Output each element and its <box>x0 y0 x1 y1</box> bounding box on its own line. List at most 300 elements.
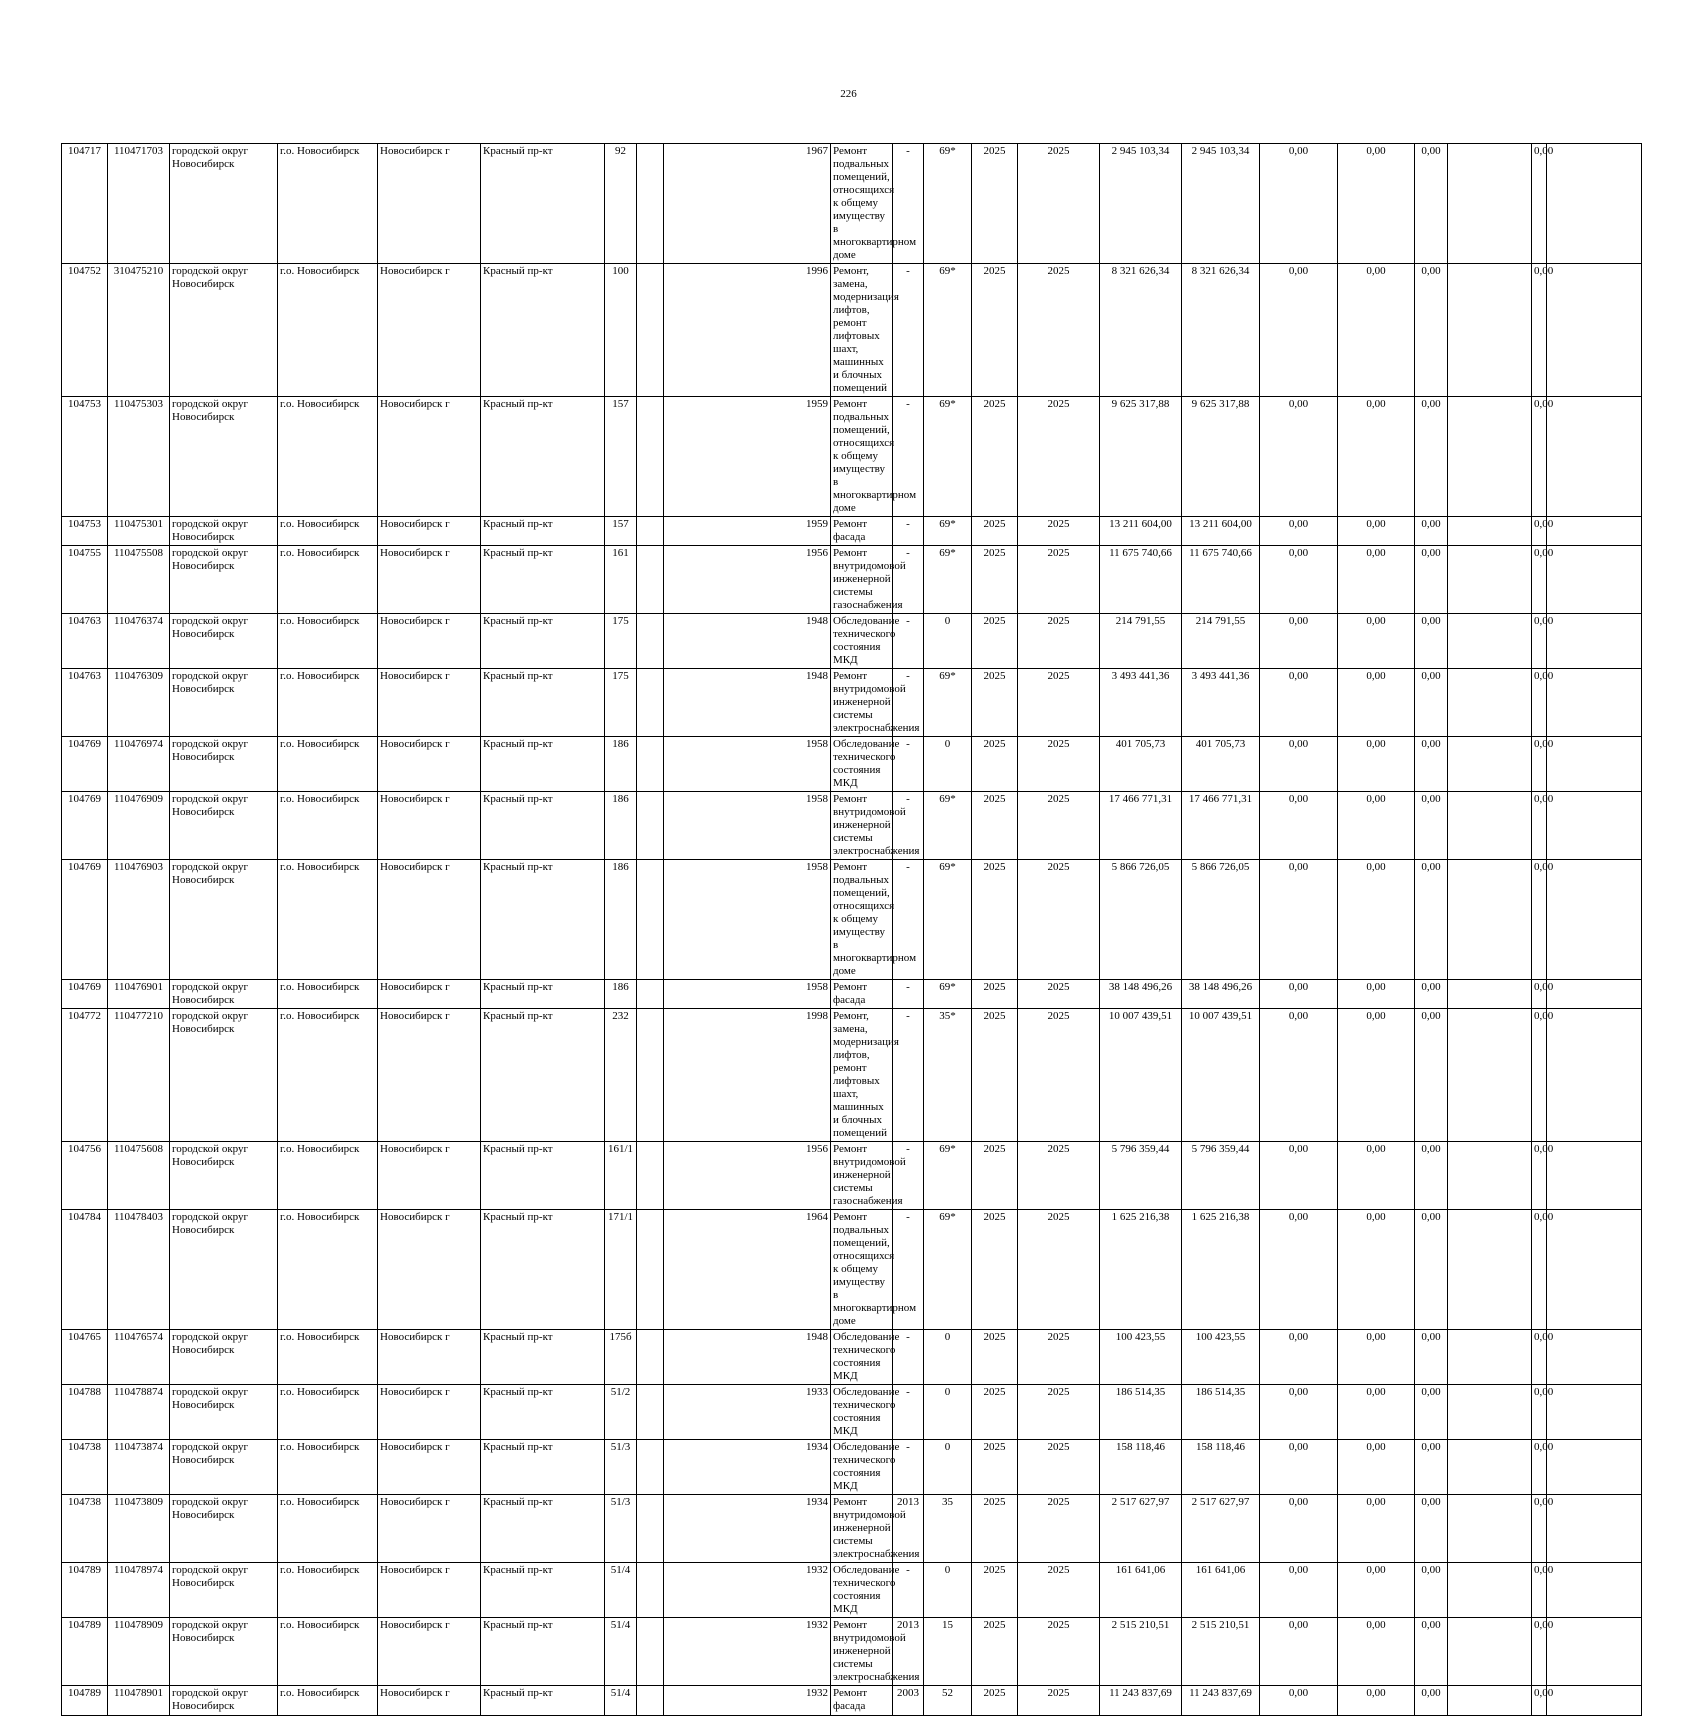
wear-cell: 52 <box>924 1686 972 1716</box>
budget-5-cell: 0,00 <box>1532 517 1547 546</box>
cost-fund-cell: 38 148 496,26 <box>1182 980 1260 1009</box>
table-row <box>62 860 1642 980</box>
plan-from-cell: 2025 <box>972 1563 1018 1618</box>
code-cell: 104772 <box>62 1009 108 1142</box>
house-cell: 51/2 <box>605 1385 637 1440</box>
house-cell: 51/4 <box>605 1618 637 1686</box>
plan-from-cell: 2025 <box>972 980 1018 1009</box>
locality-cell: Новосибирск г <box>378 1009 481 1142</box>
work-type-cell: Ремонт внутридомовой инженерной системы электроснабжения <box>831 792 893 860</box>
budget-4-cell <box>1448 1563 1532 1618</box>
budget-2-cell: 0,00 <box>1338 1563 1415 1618</box>
locality-cell: Новосибирск г <box>378 980 481 1009</box>
plan-to-cell: 2025 <box>1018 397 1100 517</box>
budget-1-cell: 0,00 <box>1260 669 1338 737</box>
locality-cell: Новосибирск г <box>378 264 481 397</box>
building-cell <box>637 397 664 517</box>
house-cell: 175 <box>605 614 637 669</box>
house-cell: 92 <box>605 144 637 264</box>
last-overhaul-cell: - <box>893 737 924 792</box>
locality-cell: Новосибирск г <box>378 1495 481 1563</box>
building-cell <box>637 1563 664 1618</box>
plan-to-cell: 2025 <box>1018 669 1100 737</box>
code-cell: 104789 <box>62 1686 108 1716</box>
budget-5-cell: 0,00 <box>1532 737 1547 792</box>
municipality-cell: г.о. Новосибирск <box>278 737 378 792</box>
budget-5-cell: 0,00 <box>1532 792 1547 860</box>
budget-1-cell: 0,00 <box>1260 614 1338 669</box>
district-cell: городской округ Новосибирск <box>170 1440 278 1495</box>
budget-5-cell: 0,00 <box>1532 1142 1547 1210</box>
last-overhaul-cell: - <box>893 1330 924 1385</box>
budget-1-cell: 0,00 <box>1260 1440 1338 1495</box>
budget-1-cell: 0,00 <box>1260 546 1338 614</box>
id-cell: 110476909 <box>108 792 170 860</box>
budget-4-cell <box>1448 737 1532 792</box>
id-cell: 110475508 <box>108 546 170 614</box>
wear-cell: 69* <box>924 144 972 264</box>
budget-1-cell: 0,00 <box>1260 980 1338 1009</box>
street-cell: Красный пр-кт <box>481 546 605 614</box>
locality-cell: Новосибирск г <box>378 792 481 860</box>
building-cell <box>637 614 664 669</box>
budget-4-cell <box>1448 517 1532 546</box>
district-cell: городской округ Новосибирск <box>170 669 278 737</box>
street-cell: Красный пр-кт <box>481 1618 605 1686</box>
table-row <box>62 1440 1642 1495</box>
budget-3-cell: 0,00 <box>1415 860 1448 980</box>
code-cell: 104763 <box>62 669 108 737</box>
cost-fund-cell: 3 493 441,36 <box>1182 669 1260 737</box>
cost-total-cell: 3 493 441,36 <box>1100 669 1182 737</box>
district-cell: городской округ Новосибирск <box>170 1330 278 1385</box>
last-overhaul-cell: - <box>893 264 924 397</box>
budget-2-cell: 0,00 <box>1338 517 1415 546</box>
table-row <box>62 1385 1642 1440</box>
year-built-cell: 1959 <box>664 397 831 517</box>
budget-4-cell <box>1448 860 1532 980</box>
table-row <box>62 397 1642 517</box>
plan-from-cell: 2025 <box>972 1385 1018 1440</box>
cost-fund-cell: 5 866 726,05 <box>1182 860 1260 980</box>
budget-2-cell: 0,00 <box>1338 1009 1415 1142</box>
extra-cell <box>1547 1009 1642 1142</box>
code-cell: 104755 <box>62 546 108 614</box>
budget-5-cell: 0,00 <box>1532 1330 1547 1385</box>
year-built-cell: 1998 <box>664 1009 831 1142</box>
locality-cell: Новосибирск г <box>378 1618 481 1686</box>
municipality-cell: г.о. Новосибирск <box>278 1440 378 1495</box>
wear-cell: 69* <box>924 264 972 397</box>
wear-cell: 69* <box>924 980 972 1009</box>
municipality-cell: г.о. Новосибирск <box>278 1385 378 1440</box>
house-cell: 175б <box>605 1330 637 1385</box>
municipality-cell: г.о. Новосибирск <box>278 144 378 264</box>
street-cell: Красный пр-кт <box>481 1440 605 1495</box>
district-cell: городской округ Новосибирск <box>170 546 278 614</box>
budget-5-cell: 0,00 <box>1532 614 1547 669</box>
budget-4-cell <box>1448 669 1532 737</box>
extra-cell <box>1547 144 1642 264</box>
budget-2-cell: 0,00 <box>1338 1142 1415 1210</box>
table-body <box>62 144 1642 1716</box>
table-row <box>62 546 1642 614</box>
id-cell: 110478874 <box>108 1385 170 1440</box>
plan-from-cell: 2025 <box>972 546 1018 614</box>
id-cell: 110473874 <box>108 1440 170 1495</box>
id-cell: 110476974 <box>108 737 170 792</box>
building-cell <box>637 860 664 980</box>
locality-cell: Новосибирск г <box>378 546 481 614</box>
work-type-cell: Ремонт внутридомовой инженерной системы газоснабжения <box>831 546 893 614</box>
building-cell <box>637 669 664 737</box>
work-type-cell: Ремонт подвальных помещений, относящихся к общему имуществу в многоквартирном доме <box>831 1210 893 1330</box>
budget-2-cell: 0,00 <box>1338 144 1415 264</box>
last-overhaul-cell: - <box>893 144 924 264</box>
year-built-cell: 1996 <box>664 264 831 397</box>
table-row <box>62 1686 1642 1716</box>
extra-cell <box>1547 1495 1642 1563</box>
district-cell: городской округ Новосибирск <box>170 397 278 517</box>
plan-from-cell: 2025 <box>972 792 1018 860</box>
extra-cell <box>1547 737 1642 792</box>
budget-5-cell: 0,00 <box>1532 1385 1547 1440</box>
locality-cell: Новосибирск г <box>378 1210 481 1330</box>
work-type-cell: Обследование технического состояния МКД <box>831 1385 893 1440</box>
house-cell: 186 <box>605 792 637 860</box>
year-built-cell: 1964 <box>664 1210 831 1330</box>
cost-total-cell: 2 945 103,34 <box>1100 144 1182 264</box>
plan-to-cell: 2025 <box>1018 1330 1100 1385</box>
cost-fund-cell: 161 641,06 <box>1182 1563 1260 1618</box>
house-cell: 51/3 <box>605 1440 637 1495</box>
budget-5-cell: 0,00 <box>1532 1440 1547 1495</box>
table-row <box>62 669 1642 737</box>
code-cell: 104756 <box>62 1142 108 1210</box>
budget-5-cell: 0,00 <box>1532 1618 1547 1686</box>
table-row <box>62 144 1642 264</box>
budget-1-cell: 0,00 <box>1260 1330 1338 1385</box>
table-row <box>62 1009 1642 1142</box>
wear-cell: 69* <box>924 860 972 980</box>
house-cell: 51/4 <box>605 1686 637 1716</box>
municipality-cell: г.о. Новосибирск <box>278 1210 378 1330</box>
last-overhaul-cell: 2013 <box>893 1495 924 1563</box>
locality-cell: Новосибирск г <box>378 1563 481 1618</box>
budget-3-cell: 0,00 <box>1415 397 1448 517</box>
last-overhaul-cell: - <box>893 517 924 546</box>
budget-3-cell: 0,00 <box>1415 792 1448 860</box>
work-type-cell: Ремонт фасада <box>831 1686 893 1716</box>
wear-cell: 0 <box>924 1563 972 1618</box>
building-cell <box>637 1210 664 1330</box>
code-cell: 104753 <box>62 397 108 517</box>
plan-to-cell: 2025 <box>1018 1009 1100 1142</box>
district-cell: городской округ Новосибирск <box>170 614 278 669</box>
work-type-cell: Ремонт, замена, модернизация лифтов, ремонт лифтовых шахт, машинных и блочных помещений <box>831 1009 893 1142</box>
building-cell <box>637 1618 664 1686</box>
plan-to-cell: 2025 <box>1018 517 1100 546</box>
wear-cell: 0 <box>924 614 972 669</box>
cost-total-cell: 5 796 359,44 <box>1100 1142 1182 1210</box>
budget-4-cell <box>1448 397 1532 517</box>
budget-2-cell: 0,00 <box>1338 1330 1415 1385</box>
street-cell: Красный пр-кт <box>481 1142 605 1210</box>
id-cell: 110478909 <box>108 1618 170 1686</box>
budget-3-cell: 0,00 <box>1415 264 1448 397</box>
wear-cell: 0 <box>924 1330 972 1385</box>
budget-4-cell <box>1448 1440 1532 1495</box>
building-cell <box>637 792 664 860</box>
id-cell: 110478974 <box>108 1563 170 1618</box>
building-cell <box>637 546 664 614</box>
year-built-cell: 1934 <box>664 1495 831 1563</box>
municipality-cell: г.о. Новосибирск <box>278 980 378 1009</box>
wear-cell: 69* <box>924 517 972 546</box>
budget-3-cell: 0,00 <box>1415 517 1448 546</box>
table-row <box>62 517 1642 546</box>
plan-from-cell: 2025 <box>972 1210 1018 1330</box>
table-row <box>62 1563 1642 1618</box>
house-cell: 51/3 <box>605 1495 637 1563</box>
budget-2-cell: 0,00 <box>1338 737 1415 792</box>
budget-4-cell <box>1448 980 1532 1009</box>
last-overhaul-cell: 2003 <box>893 1686 924 1716</box>
code-cell: 104789 <box>62 1618 108 1686</box>
id-cell: 110475608 <box>108 1142 170 1210</box>
district-cell: городской округ Новосибирск <box>170 980 278 1009</box>
district-cell: городской округ Новосибирск <box>170 860 278 980</box>
cost-fund-cell: 2 515 210,51 <box>1182 1618 1260 1686</box>
wear-cell: 0 <box>924 1385 972 1440</box>
locality-cell: Новосибирск г <box>378 614 481 669</box>
budget-1-cell: 0,00 <box>1260 792 1338 860</box>
municipality-cell: г.о. Новосибирск <box>278 1009 378 1142</box>
budget-3-cell: 0,00 <box>1415 614 1448 669</box>
district-cell: городской округ Новосибирск <box>170 1142 278 1210</box>
table-row <box>62 1495 1642 1563</box>
year-built-cell: 1958 <box>664 792 831 860</box>
extra-cell <box>1547 517 1642 546</box>
budget-2-cell: 0,00 <box>1338 860 1415 980</box>
street-cell: Красный пр-кт <box>481 792 605 860</box>
municipality-cell: г.о. Новосибирск <box>278 1495 378 1563</box>
extra-cell <box>1547 1142 1642 1210</box>
district-cell: городской округ Новосибирск <box>170 1009 278 1142</box>
house-cell: 186 <box>605 737 637 792</box>
street-cell: Красный пр-кт <box>481 264 605 397</box>
last-overhaul-cell: - <box>893 1385 924 1440</box>
budget-1-cell: 0,00 <box>1260 1385 1338 1440</box>
year-built-cell: 1933 <box>664 1385 831 1440</box>
id-cell: 110476901 <box>108 980 170 1009</box>
district-cell: городской округ Новосибирск <box>170 737 278 792</box>
year-built-cell: 1948 <box>664 1330 831 1385</box>
budget-5-cell: 0,00 <box>1532 144 1547 264</box>
plan-from-cell: 2025 <box>972 264 1018 397</box>
id-cell: 310475210 <box>108 264 170 397</box>
work-type-cell: Обследование технического состояния МКД <box>831 1440 893 1495</box>
budget-2-cell: 0,00 <box>1338 1385 1415 1440</box>
plan-to-cell: 2025 <box>1018 1563 1100 1618</box>
cost-fund-cell: 11 675 740,66 <box>1182 546 1260 614</box>
budget-2-cell: 0,00 <box>1338 1618 1415 1686</box>
extra-cell <box>1547 397 1642 517</box>
house-cell: 51/4 <box>605 1563 637 1618</box>
municipality-cell: г.о. Новосибирск <box>278 792 378 860</box>
cost-total-cell: 2 515 210,51 <box>1100 1618 1182 1686</box>
id-cell: 110476374 <box>108 614 170 669</box>
code-cell: 104784 <box>62 1210 108 1330</box>
year-built-cell: 1958 <box>664 980 831 1009</box>
building-cell <box>637 264 664 397</box>
budget-1-cell: 0,00 <box>1260 1618 1338 1686</box>
municipality-cell: г.о. Новосибирск <box>278 1563 378 1618</box>
cost-total-cell: 8 321 626,34 <box>1100 264 1182 397</box>
building-cell <box>637 1142 664 1210</box>
budget-5-cell: 0,00 <box>1532 264 1547 397</box>
budget-5-cell: 0,00 <box>1532 1563 1547 1618</box>
code-cell: 104769 <box>62 980 108 1009</box>
budget-1-cell: 0,00 <box>1260 517 1338 546</box>
code-cell: 104738 <box>62 1495 108 1563</box>
street-cell: Красный пр-кт <box>481 1330 605 1385</box>
wear-cell: 0 <box>924 737 972 792</box>
municipality-cell: г.о. Новосибирск <box>278 264 378 397</box>
cost-total-cell: 11 675 740,66 <box>1100 546 1182 614</box>
plan-to-cell: 2025 <box>1018 614 1100 669</box>
locality-cell: Новосибирск г <box>378 669 481 737</box>
district-cell: городской округ Новосибирск <box>170 1385 278 1440</box>
year-built-cell: 1956 <box>664 546 831 614</box>
budget-5-cell: 0,00 <box>1532 980 1547 1009</box>
cost-total-cell: 161 641,06 <box>1100 1563 1182 1618</box>
last-overhaul-cell: - <box>893 792 924 860</box>
plan-to-cell: 2025 <box>1018 1495 1100 1563</box>
locality-cell: Новосибирск г <box>378 1142 481 1210</box>
budget-4-cell <box>1448 1009 1532 1142</box>
budget-5-cell: 0,00 <box>1532 1495 1547 1563</box>
work-type-cell: Обследование технического состояния МКД <box>831 1330 893 1385</box>
year-built-cell: 1958 <box>664 737 831 792</box>
house-cell: 157 <box>605 397 637 517</box>
work-type-cell: Ремонт внутридомовой инженерной системы электроснабжения <box>831 1495 893 1563</box>
street-cell: Красный пр-кт <box>481 1385 605 1440</box>
year-built-cell: 1932 <box>664 1563 831 1618</box>
year-built-cell: 1948 <box>664 614 831 669</box>
work-type-cell: Ремонт внутридомовой инженерной системы электроснабжения <box>831 669 893 737</box>
work-type-cell: Ремонт фасада <box>831 980 893 1009</box>
budget-4-cell <box>1448 264 1532 397</box>
budget-5-cell: 0,00 <box>1532 1009 1547 1142</box>
street-cell: Красный пр-кт <box>481 1009 605 1142</box>
extra-cell <box>1547 614 1642 669</box>
budget-4-cell <box>1448 792 1532 860</box>
id-cell: 110475303 <box>108 397 170 517</box>
street-cell: Красный пр-кт <box>481 517 605 546</box>
budget-1-cell: 0,00 <box>1260 1563 1338 1618</box>
code-cell: 104765 <box>62 1330 108 1385</box>
budget-3-cell: 0,00 <box>1415 1618 1448 1686</box>
municipality-cell: г.о. Новосибирск <box>278 546 378 614</box>
cost-total-cell: 17 466 771,31 <box>1100 792 1182 860</box>
budget-4-cell <box>1448 1618 1532 1686</box>
extra-cell <box>1547 546 1642 614</box>
house-cell: 186 <box>605 860 637 980</box>
budget-4-cell <box>1448 1210 1532 1330</box>
extra-cell <box>1547 1686 1642 1716</box>
house-cell: 161/1 <box>605 1142 637 1210</box>
plan-from-cell: 2025 <box>972 860 1018 980</box>
cost-fund-cell: 2 945 103,34 <box>1182 144 1260 264</box>
code-cell: 104738 <box>62 1440 108 1495</box>
plan-from-cell: 2025 <box>972 1495 1018 1563</box>
extra-cell <box>1547 980 1642 1009</box>
extra-cell <box>1547 669 1642 737</box>
budget-1-cell: 0,00 <box>1260 1495 1338 1563</box>
id-cell: 110476574 <box>108 1330 170 1385</box>
work-type-cell: Обследование технического состояния МКД <box>831 1563 893 1618</box>
street-cell: Красный пр-кт <box>481 737 605 792</box>
code-cell: 104763 <box>62 614 108 669</box>
table-row <box>62 792 1642 860</box>
municipality-cell: г.о. Новосибирск <box>278 1330 378 1385</box>
page-number: 226 <box>840 88 857 100</box>
code-cell: 104789 <box>62 1563 108 1618</box>
plan-from-cell: 2025 <box>972 669 1018 737</box>
plan-to-cell: 2025 <box>1018 144 1100 264</box>
budget-2-cell: 0,00 <box>1338 397 1415 517</box>
plan-from-cell: 2025 <box>972 1009 1018 1142</box>
last-overhaul-cell: 2013 <box>893 1618 924 1686</box>
plan-from-cell: 2025 <box>972 1440 1018 1495</box>
district-cell: городской округ Новосибирск <box>170 144 278 264</box>
work-type-cell: Ремонт подвальных помещений, относящихся к общему имуществу в многоквартирном доме <box>831 144 893 264</box>
budget-5-cell: 0,00 <box>1532 669 1547 737</box>
budget-3-cell: 0,00 <box>1415 1495 1448 1563</box>
year-built-cell: 1934 <box>664 1440 831 1495</box>
year-built-cell: 1948 <box>664 669 831 737</box>
extra-cell <box>1547 264 1642 397</box>
locality-cell: Новосибирск г <box>378 1330 481 1385</box>
cost-fund-cell: 401 705,73 <box>1182 737 1260 792</box>
budget-2-cell: 0,00 <box>1338 264 1415 397</box>
house-cell: 171/1 <box>605 1210 637 1330</box>
cost-total-cell: 100 423,55 <box>1100 1330 1182 1385</box>
cost-fund-cell: 186 514,35 <box>1182 1385 1260 1440</box>
locality-cell: Новосибирск г <box>378 1385 481 1440</box>
wear-cell: 35* <box>924 1009 972 1142</box>
plan-to-cell: 2025 <box>1018 546 1100 614</box>
table-row <box>62 264 1642 397</box>
budget-3-cell: 0,00 <box>1415 1210 1448 1330</box>
cost-total-cell: 401 705,73 <box>1100 737 1182 792</box>
extra-cell <box>1547 860 1642 980</box>
plan-to-cell: 2025 <box>1018 792 1100 860</box>
id-cell: 110473809 <box>108 1495 170 1563</box>
house-cell: 232 <box>605 1009 637 1142</box>
locality-cell: Новосибирск г <box>378 144 481 264</box>
plan-to-cell: 2025 <box>1018 1142 1100 1210</box>
extra-cell <box>1547 1385 1642 1440</box>
cost-total-cell: 5 866 726,05 <box>1100 860 1182 980</box>
code-cell: 104752 <box>62 264 108 397</box>
year-built-cell: 1932 <box>664 1686 831 1716</box>
extra-cell <box>1547 1563 1642 1618</box>
budget-1-cell: 0,00 <box>1260 264 1338 397</box>
budget-3-cell: 0,00 <box>1415 1009 1448 1142</box>
budget-2-cell: 0,00 <box>1338 792 1415 860</box>
